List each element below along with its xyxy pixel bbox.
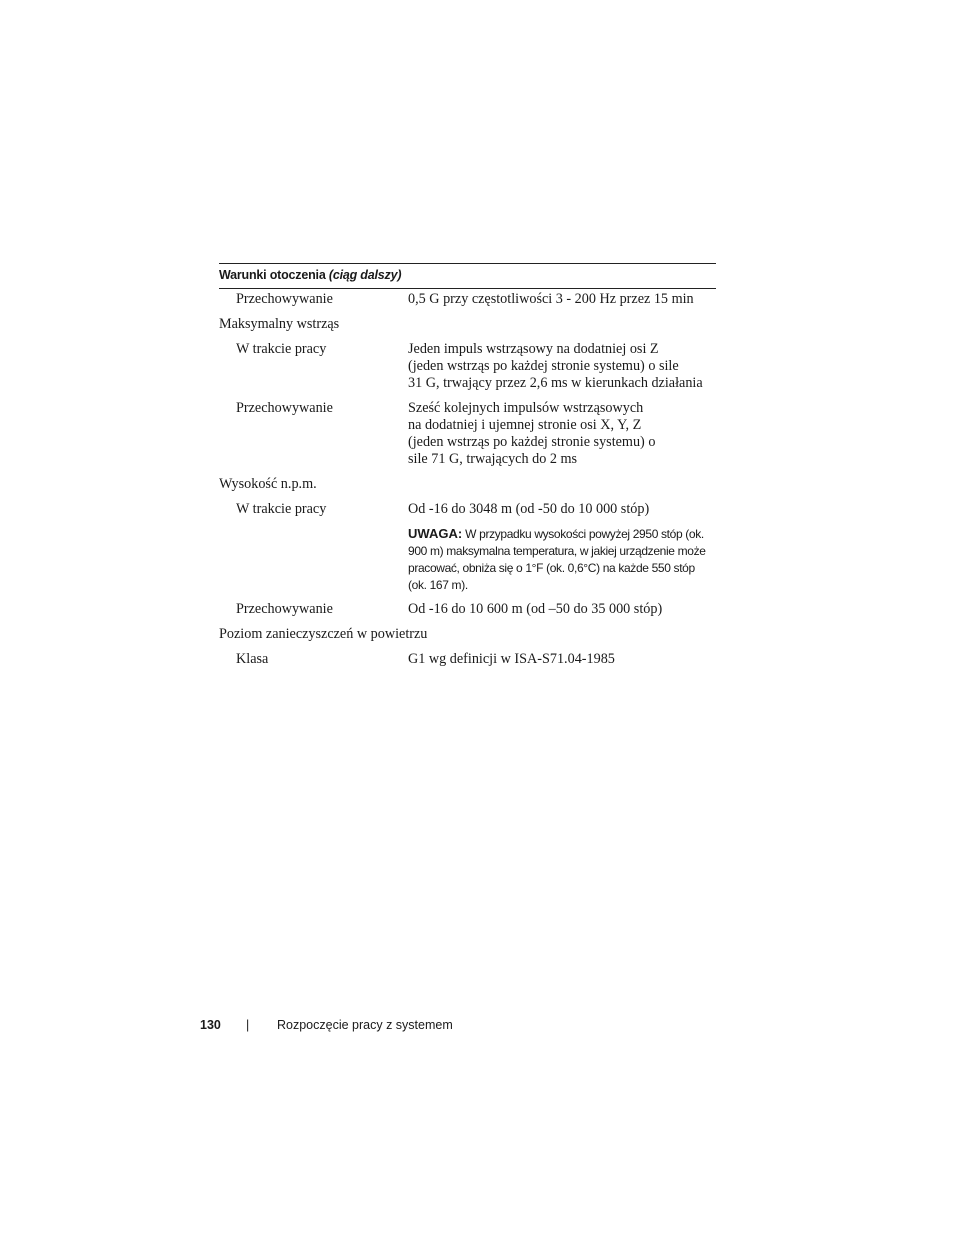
altitude-storage-value: Od -16 do 10 600 m (od –50 do 35 000 stóp): [408, 601, 663, 617]
footer-chapter-title: Rozpoczęcie pracy z systemem: [277, 1018, 453, 1032]
value-line: 31 G, trwający przez 2,6 ms w kierunkach działania: [408, 375, 703, 391]
table-header-continued: (ciąg dalszy): [328, 268, 402, 282]
altitude-label: Wysokość n.p.m.: [219, 476, 317, 492]
note-line: [408, 525, 718, 543]
table-header-title: Warunki otoczenia: [219, 268, 326, 282]
footer-separator: |: [246, 1018, 250, 1032]
value-line: Sześć kolejnych impulsów wstrząsowych: [408, 400, 644, 416]
altitude-storage-label: Przechowywanie: [236, 601, 333, 617]
shock-storage-value: [408, 400, 718, 468]
note-line: (ok. 167 m).: [408, 578, 468, 592]
storage-vibration-label: Przechowywanie: [236, 291, 333, 307]
value-line: Jeden impuls wstrząsowy na dodatniej osi Z: [408, 341, 659, 357]
storage-vibration-value: 0,5 G przy częstotliwości 3 - 200 Hz przez 15 min: [408, 291, 694, 307]
class-value: G1 wg definicji w ISA-S71.04-1985: [408, 651, 615, 667]
note-line: 900 m) maksymalna temperatura, w jakiej urządzenie może: [408, 544, 706, 558]
shock-storage-label: Przechowywanie: [236, 400, 333, 416]
page-number: 130: [200, 1018, 221, 1032]
note-text: W przypadku wysokości powyżej 2950 stóp (ok.: [465, 527, 704, 541]
max-shock-label: Maksymalny wstrząs: [219, 316, 340, 332]
value-line: (jeden wstrząs po każdej stronie systemu) o: [408, 434, 656, 450]
table-header: [219, 263, 716, 289]
contamination-label: Poziom zanieczyszczeń w powietrzu: [219, 626, 428, 642]
shock-operating-value: [408, 341, 718, 392]
shock-operating-label: W trakcie pracy: [236, 341, 327, 357]
note-line: pracować, obniża się o 1°F (ok. 0,6°C) na każde 550 stóp: [408, 561, 695, 575]
class-label: Klasa: [236, 651, 269, 667]
value-line: sile 71 G, trwających do 2 ms: [408, 451, 578, 467]
altitude-operating-label: W trakcie pracy: [236, 501, 327, 517]
value-line: na dodatniej i ujemnej stronie osi X, Y, Z: [408, 417, 642, 433]
environment-spec-table: [219, 263, 716, 667]
value-line: (jeden wstrząs po każdej stronie systemu) o sile: [408, 358, 679, 374]
note-label: UWAGA:: [408, 526, 463, 541]
altitude-note: [408, 525, 718, 594]
altitude-operating-value: Od -16 do 3048 m (od -50 do 10 000 stóp): [408, 501, 650, 517]
